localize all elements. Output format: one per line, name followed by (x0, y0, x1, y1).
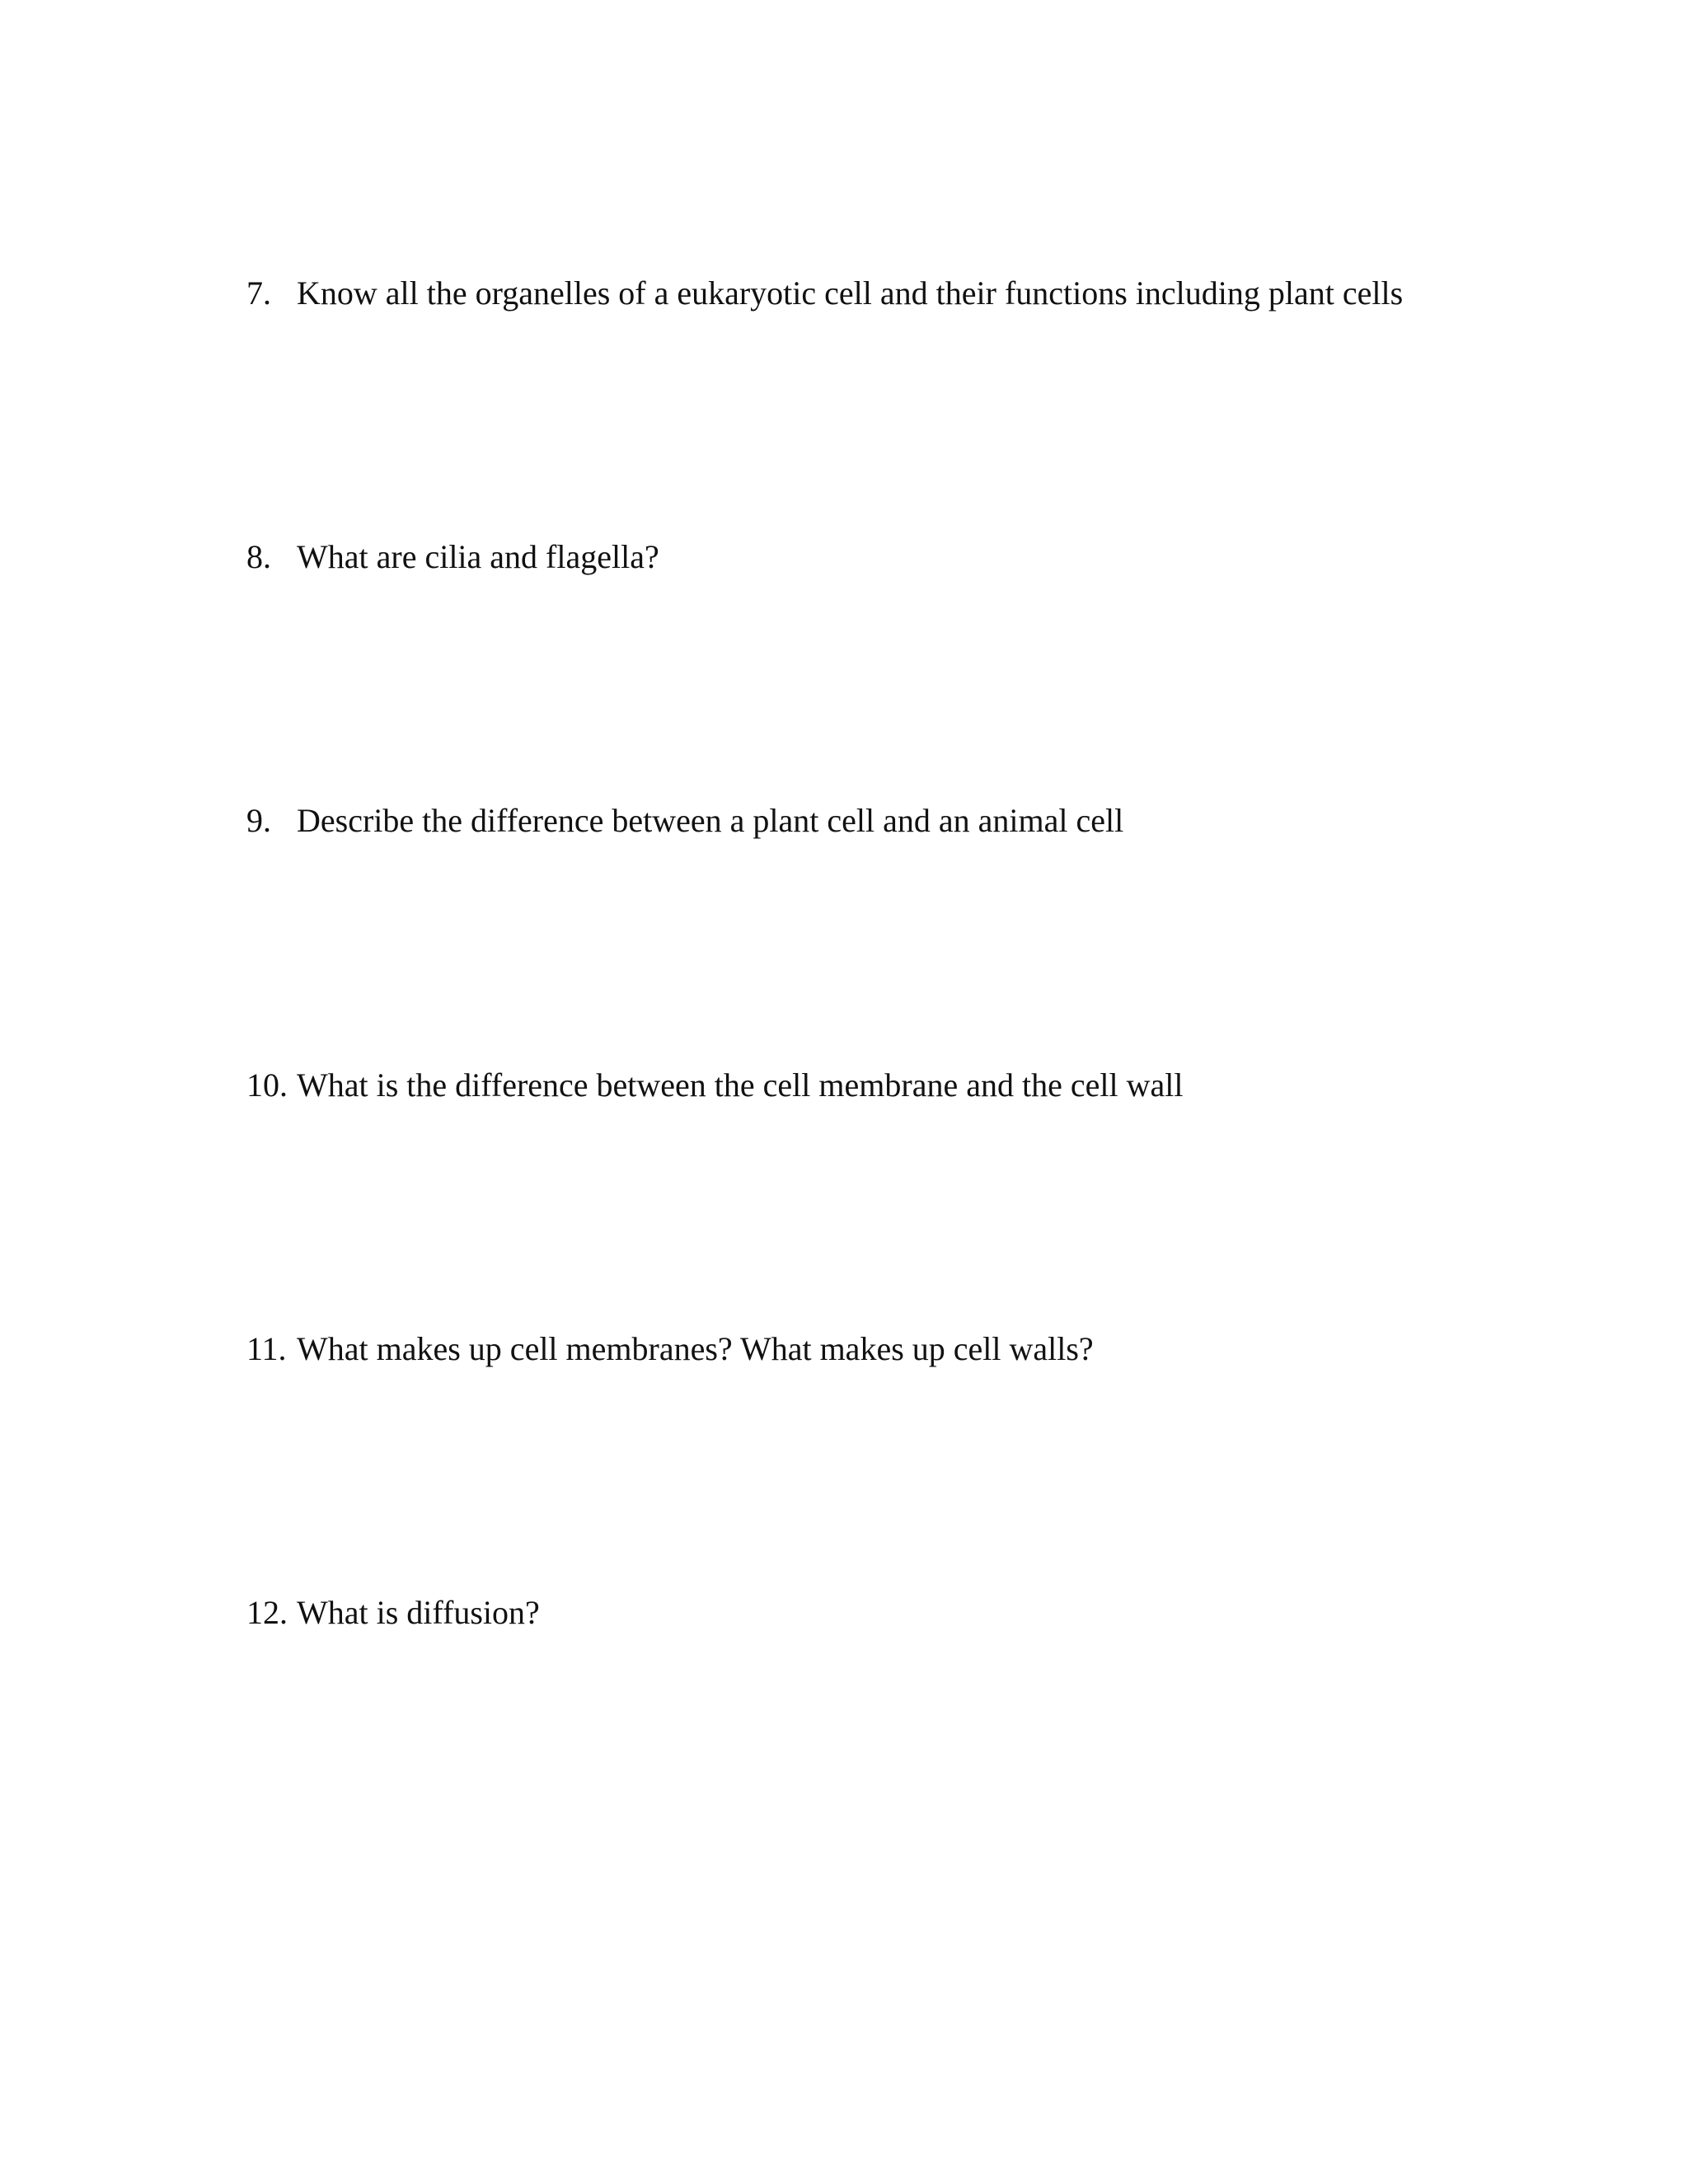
question-number: 12. (246, 1594, 288, 1631)
question-number: 8. (246, 538, 271, 575)
question-item (246, 537, 659, 577)
question-text: Know all the organelles of a eukaryotic cell and their functions including plant cells (297, 274, 1404, 312)
question-text: What is diffusion? (297, 1594, 540, 1631)
question-number: 7. (246, 274, 271, 312)
question-text: What is the difference between the cell membrane and the cell wall (297, 1066, 1184, 1104)
question-number: 10. (246, 1066, 288, 1104)
question-text: What makes up cell membranes? What makes up cell walls? (297, 1330, 1094, 1367)
question-text: What are cilia and flagella? (297, 538, 659, 575)
question-text: Describe the difference between a plant cell and an animal cell (297, 802, 1124, 839)
question-item (246, 1066, 1183, 1105)
question-item (246, 274, 1403, 313)
question-number: 11. (246, 1330, 287, 1367)
question-item (246, 1593, 540, 1633)
question-item (246, 1329, 1094, 1369)
question-number: 9. (246, 802, 271, 839)
question-item (246, 801, 1123, 841)
